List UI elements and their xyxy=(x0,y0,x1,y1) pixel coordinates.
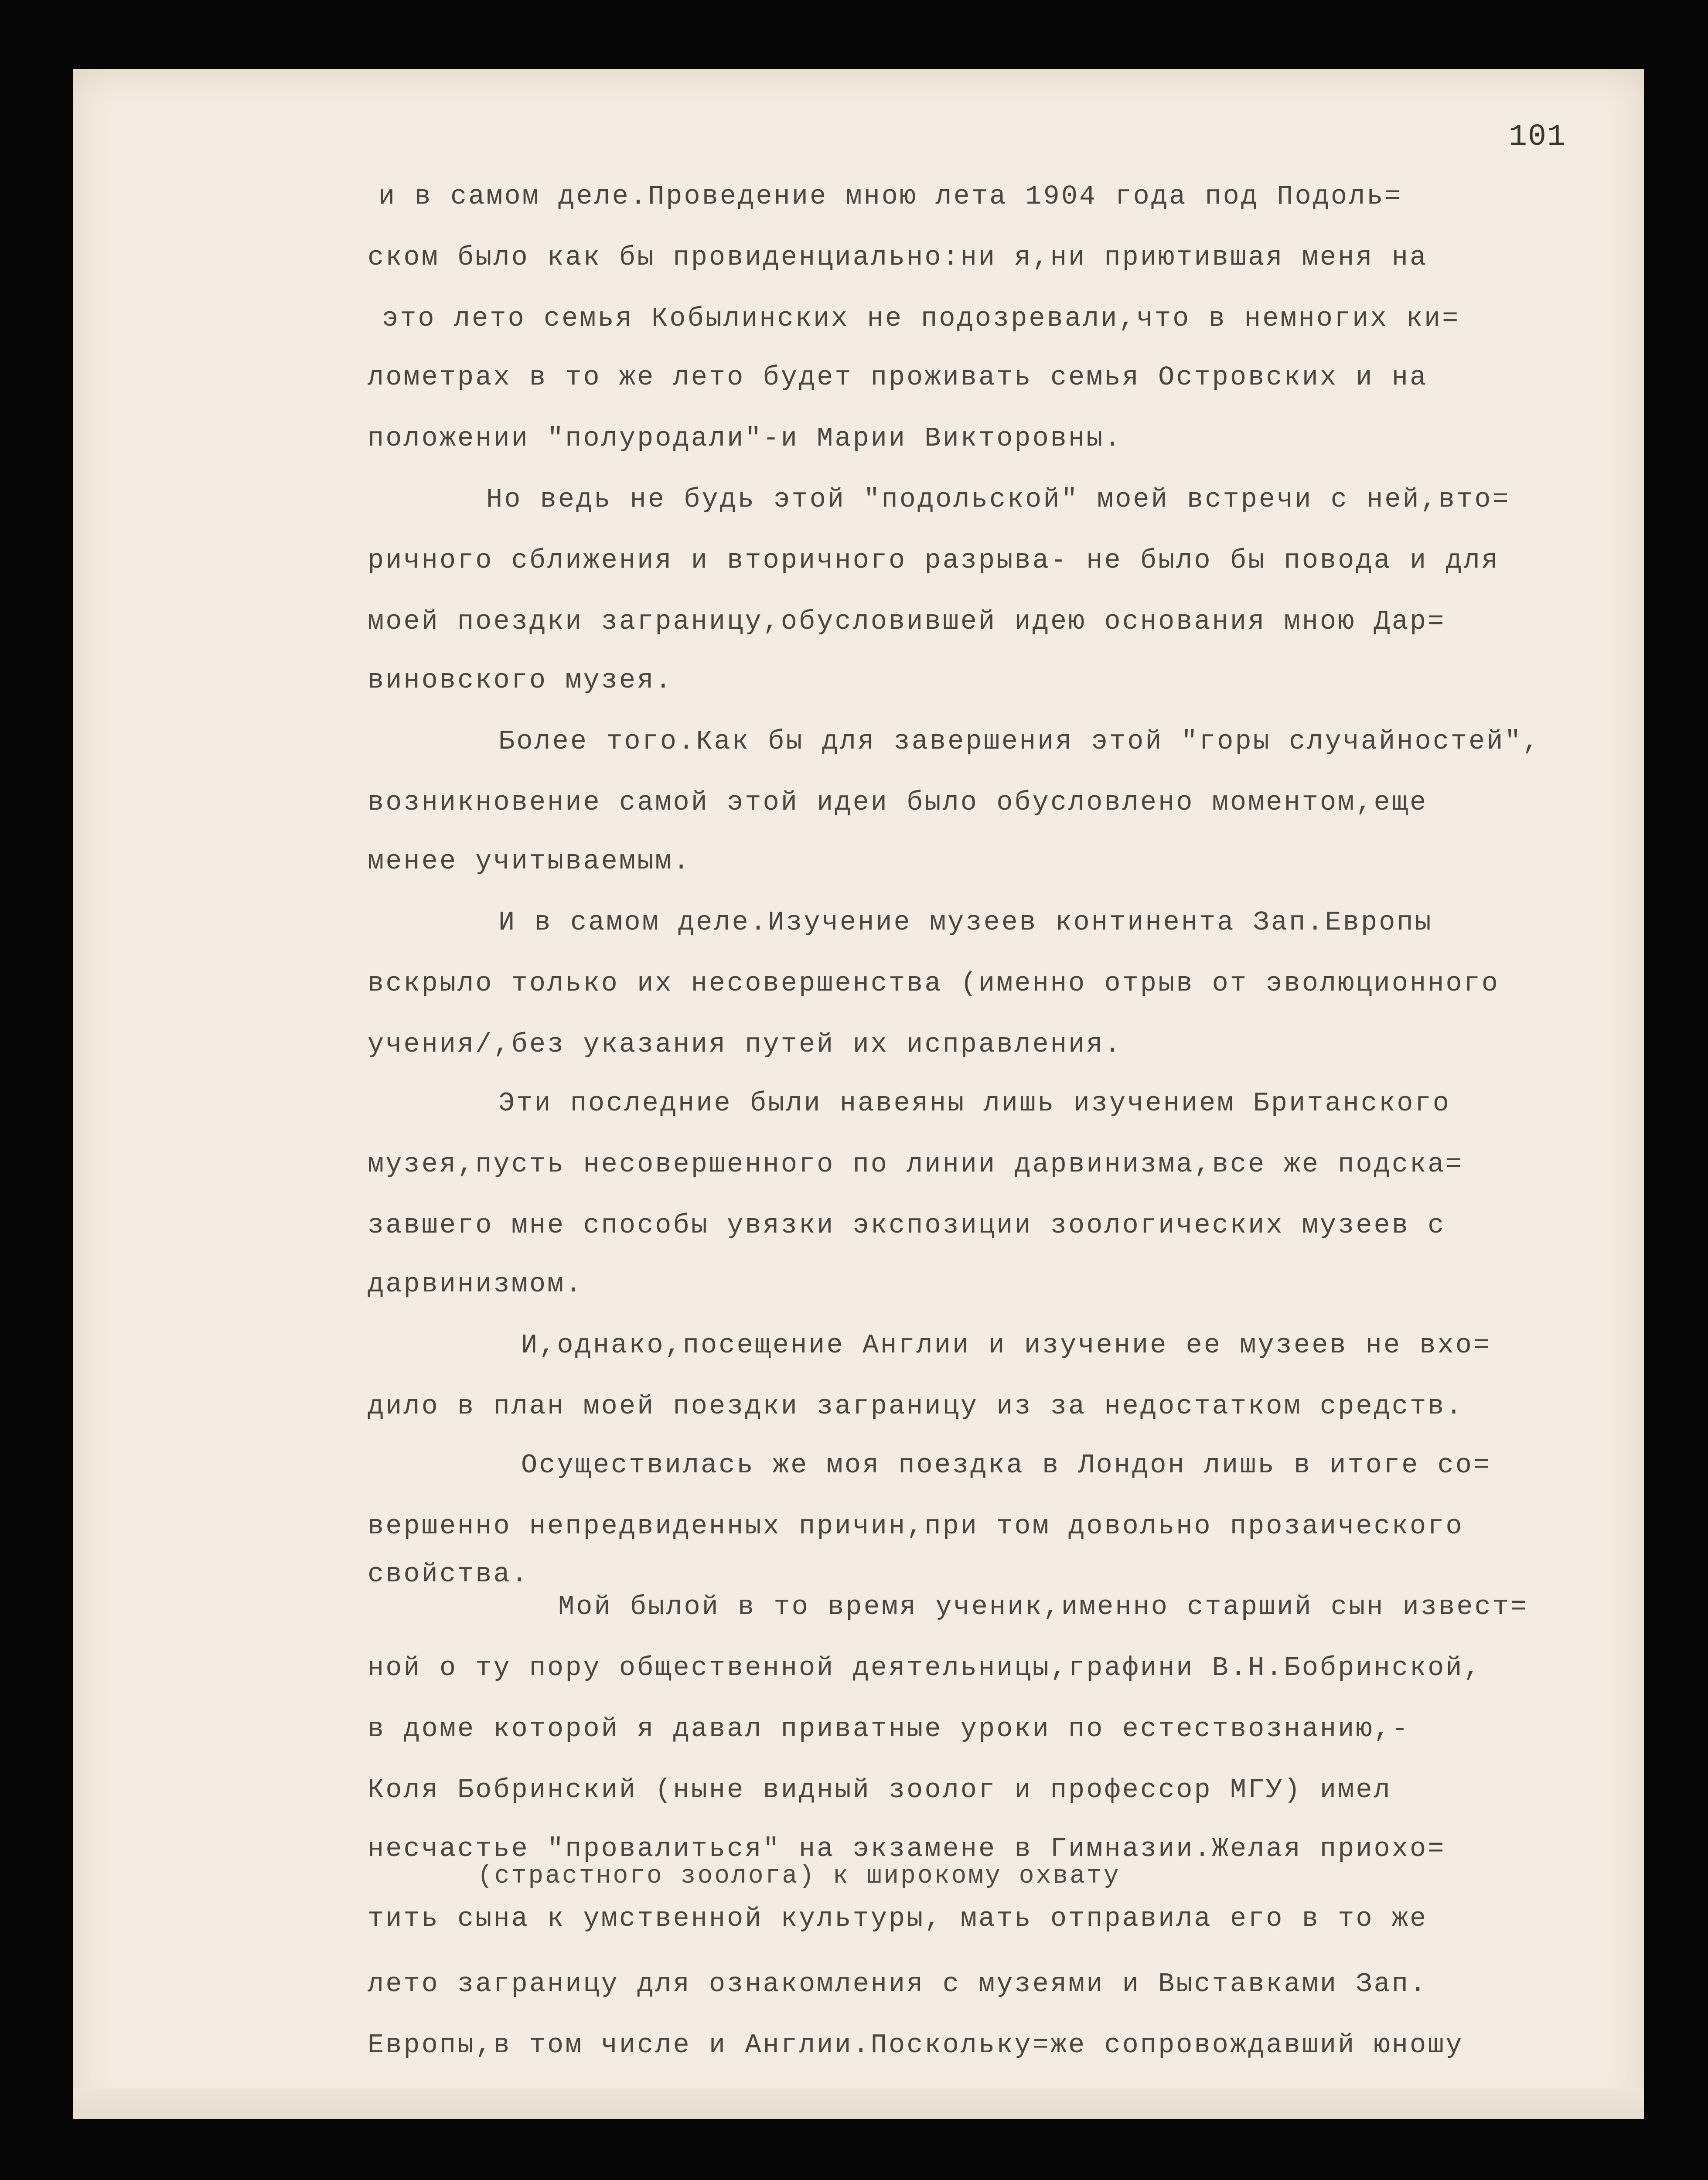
page-number: 101 xyxy=(1509,120,1567,154)
text-line: моей поездки заграницу,обусловившей идею основания мною Дар= xyxy=(368,606,1446,637)
text-line: И,однако,посещение Англии и изучение ее музеев не вхо= xyxy=(521,1330,1492,1361)
interlinear-insertion: (страстного зоолога) к широкому охвату xyxy=(477,1862,1121,1890)
text-line: лето заграницу для ознакомления с музеями и Выставками Зап. xyxy=(368,1969,1428,1999)
text-line: вскрыло только их несовершенства (именно отрыв от эволюционного xyxy=(368,968,1500,999)
text-line: Более того.Как бы для завершения этой "горы случайностей", xyxy=(498,726,1541,757)
text-line: дарвинизмом. xyxy=(368,1269,583,1300)
text-line: ском было как бы провиденциально:ни я,ни приютившая меня на xyxy=(368,242,1428,273)
text-line: возникновение самой этой идеи было обусловлено моментом,еще xyxy=(368,787,1428,818)
text-line: вершенно непредвиденных причин,при том довольно прозаического xyxy=(368,1511,1464,1542)
text-line: менее учитываемым. xyxy=(368,846,691,877)
text-line: и в самом деле.Проведение мною лета 1904 года под Подоль= xyxy=(378,181,1403,212)
text-line: свойства. xyxy=(368,1559,529,1590)
text-line: Мой былой в то время ученик,именно старший сын извест= xyxy=(558,1591,1529,1622)
text-line: положении "полуродали"-и Марии Викторовны. xyxy=(368,423,1122,454)
text-line: это лето семья Кобылинских не подозревали,что в немногих ки= xyxy=(382,303,1460,334)
text-line: Европы,в том числе и Англии.Поскольку=же сопровождавший юношу xyxy=(368,2030,1464,2061)
text-line: завшего мне способы увязки экспозиции зоологических музеев с xyxy=(368,1210,1446,1241)
text-line: Эти последние были навеяны лишь изучением Британского xyxy=(498,1088,1451,1119)
text-line: ричного сближения и вторичного разрыва- не было бы повода и для xyxy=(368,545,1500,576)
text-line: Но ведь не будь этой "подольской" моей встречи с ней,вто= xyxy=(486,484,1510,515)
paper-bottom-fold xyxy=(73,2088,1644,2119)
text-line: И в самом деле.Изучение музеев континента Зап.Европы xyxy=(498,907,1433,938)
text-line: ной о ту пору общественной деятельницы,графини В.Н.Бобринской, xyxy=(368,1652,1482,1683)
text-line: тить сына к умственной культуры, мать отправила его в то же xyxy=(368,1903,1428,1934)
text-line: виновского музея. xyxy=(368,665,673,696)
text-line: дило в план моей поездки заграницу из за недостатком средств. xyxy=(368,1391,1464,1422)
text-line: Осуществилась же моя поездка в Лондон лишь в итоге со= xyxy=(521,1450,1492,1481)
text-line: учения/,без указания путей их исправления. xyxy=(368,1029,1122,1060)
text-line: Коля Бобринский (ныне видный зоолог и профессор МГУ) имел xyxy=(368,1775,1392,1805)
text-line: несчастье "провалиться" на экзамене в Гимназии.Желая приохо= xyxy=(368,1833,1446,1864)
text-line: в доме которой я давал приватные уроки по естествознанию,- xyxy=(368,1713,1410,1744)
text-line: музея,пусть несовершенного по линии дарвинизма,все же подска= xyxy=(368,1149,1464,1180)
text-line: лометрах в то же лето будет проживать семья Островских и на xyxy=(368,362,1428,393)
